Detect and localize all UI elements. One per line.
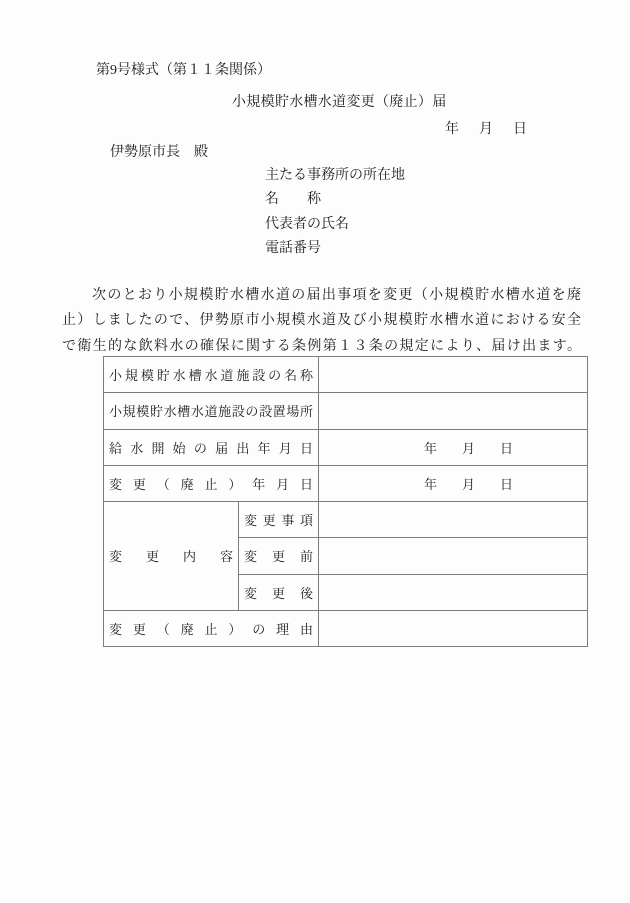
supply-start-date-label: 給水開始の届出年月日 [104,429,319,465]
change-item-label: 変更事項 [239,502,319,538]
header-date-line [445,123,527,137]
date-placeholder [324,430,582,465]
month-label: 月 [462,440,476,456]
page-title: 小規模貯水槽水道変更（廃止）届 [232,95,447,110]
table-row [104,502,588,538]
date-placeholder [324,466,582,501]
year-label: 年 [445,122,459,137]
facility-name-label: 小規模貯水槽水道施設の名称 [104,357,319,393]
body-line: 止）しましたので、伊勢原市小規模水道及び小規模貯水槽水道における安全 [62,313,581,329]
table-row [104,393,588,429]
change-item-value-cell [319,502,588,538]
month-label: 月 [479,122,493,137]
change-date-value-cell [319,465,588,501]
change-reason-value-cell [319,610,588,646]
addressee: 伊勢原市長 殿 [110,145,208,160]
change-reason-label: 変更（廃止）の理由 [104,610,319,646]
body-line: 次のとおり小規模貯水槽水道の届出事項を変更（小規模貯水槽水道を廃 [92,288,581,303]
body-paragraph [62,283,581,359]
before-change-value-cell [319,538,588,574]
facility-location-value-cell [319,393,588,429]
after-change-label: 変更後 [239,574,319,610]
field-representative-label: 代表者の氏名 [265,217,349,232]
field-office-address-label: 主たる事務所の所在地 [265,168,405,183]
day-label: 日 [500,476,514,492]
facility-location-label: 小規模貯水槽水道施設の設置場所 [104,393,319,429]
change-date-label: 変更（廃止）年月日 [104,465,319,501]
table-row [104,610,588,646]
after-change-value-cell [319,574,588,610]
month-label: 月 [462,476,476,492]
year-label: 年 [424,476,438,492]
supply-start-date-value-cell [319,429,588,465]
day-label: 日 [513,122,527,137]
year-label: 年 [424,440,438,456]
table-row [104,465,588,501]
table-row [104,429,588,465]
change-details-label: 変更内容 [104,502,239,611]
form-number-line: 第9号様式（第１１条関係） [96,63,271,78]
field-phone-label: 電話番号 [265,241,321,256]
table-row [104,357,588,393]
notification-table [103,356,588,647]
facility-name-value-cell [319,357,588,393]
field-name-label: 名 称 [265,192,321,207]
day-label: 日 [500,440,514,456]
before-change-label: 変更前 [239,538,319,574]
body-line: で衛生的な飲料水の確保に関する条例第１３条の規定により、届け出ます。 [62,338,581,354]
